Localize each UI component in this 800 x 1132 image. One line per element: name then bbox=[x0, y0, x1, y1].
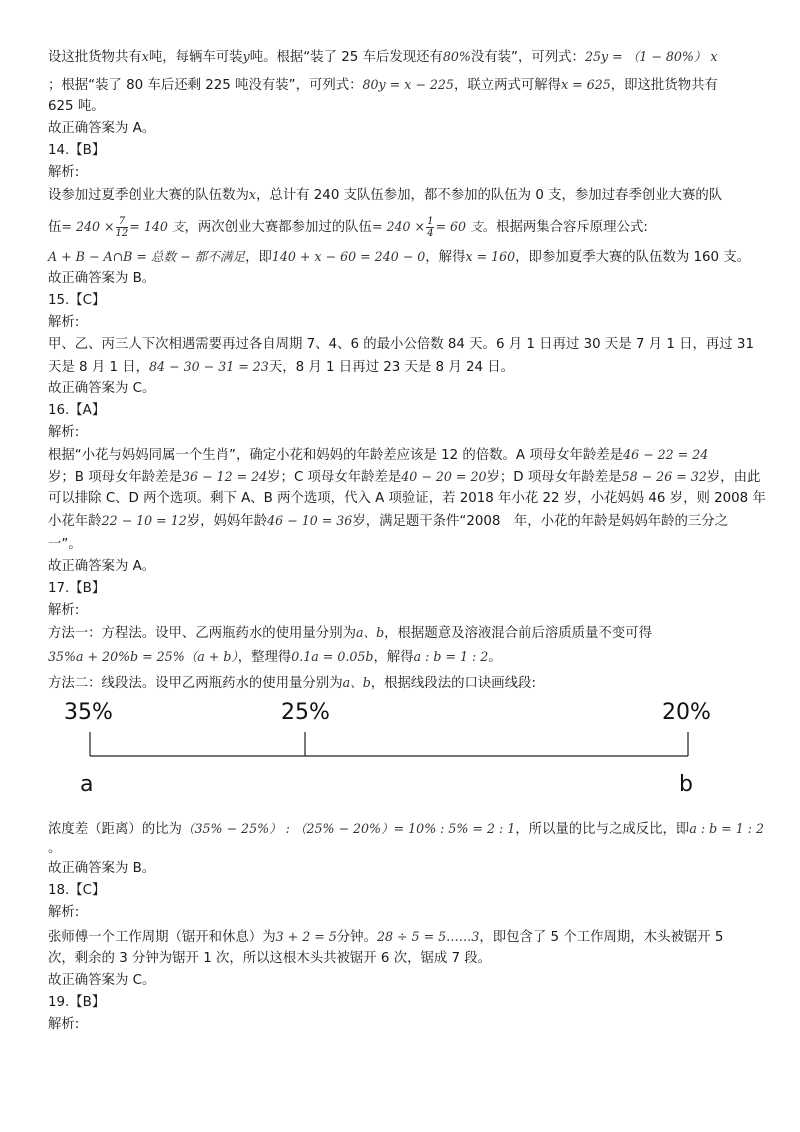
analysis-label: 解析: bbox=[48, 315, 80, 330]
text-line: 伍= 240 × $\frac{7}{12}$ = 140 支，两次创业大赛都参加过的队伍= 240 × $\frac{1}{4}$ = 60 支。根据两集合容斥原理公式: bbox=[48, 215, 648, 239]
text-line: 。 bbox=[48, 841, 62, 856]
question-header: 16.【A】 bbox=[48, 403, 106, 418]
analysis-label: 解析: bbox=[48, 425, 80, 440]
question-header: 18.【C】 bbox=[48, 883, 106, 898]
question-header: 19.【B】 bbox=[48, 995, 106, 1010]
text-line: 张师傅一个工作周期（锯开和休息）为3 + 2 = 5分钟。28 ÷ 5 = 5……3，即包含了 5 个工作周期，木头被锯开 5 bbox=[48, 929, 724, 945]
text-line: ；根据“装了 80 车后还剩 225 吨没有装”，可列式：80y = x − 225，联立两式可解得x = 625，即这批货物共有 bbox=[48, 77, 718, 93]
text-line: 设参加过夏季创业大赛的队伍数为x，总计有 240 支队伍参加，都不参加的队伍为 0 支，参加过春季创业大赛的队 bbox=[48, 187, 723, 203]
line-segment-diagram bbox=[48, 698, 760, 808]
text-line: 625 吨。 bbox=[48, 99, 105, 114]
text-line: 浓度差（距离）的比为（35% − 25%） : （25% − 20%）= 10% : 5% = 2 : 1，所以量的比与之成反比，即a : b = 1 : 2 bbox=[48, 821, 764, 837]
right-concentration-label: 20% bbox=[662, 700, 711, 725]
answer-line: 故正确答案为 B。 bbox=[48, 861, 156, 876]
analysis-label: 解析: bbox=[48, 905, 80, 920]
analysis-label: 解析: bbox=[48, 603, 80, 618]
question-header: 15.【C】 bbox=[48, 293, 106, 308]
text-line: 方法一：方程法。设甲、乙两瓶药水的使用量分别为a、b，根据题意及溶液混合前后溶质质量不变可得 bbox=[48, 625, 652, 641]
answer-line: 故正确答案为 B。 bbox=[48, 271, 156, 286]
segment-drawing bbox=[48, 698, 760, 808]
right-variable-label: b bbox=[679, 772, 693, 797]
text-line: 可以排除 C、D 两个选项。剩下 A、B 两个选项，代入 A 项验证，若 2018 年小花 22 岁，小花妈妈 46 岁，则 2008 年 bbox=[48, 491, 766, 506]
answer-line: 故正确答案为 A。 bbox=[48, 559, 156, 574]
left-concentration-label: 35% bbox=[64, 700, 113, 725]
answer-line: 故正确答案为 C。 bbox=[48, 381, 156, 396]
analysis-label: 解析: bbox=[48, 1017, 80, 1032]
text-line: 小花年龄22 − 10 = 12岁，妈妈年龄46 − 10 = 36岁，满足题干条件“2008 年，小花的年龄是妈妈年龄的三分之 bbox=[48, 513, 729, 529]
left-variable-label: a bbox=[80, 772, 94, 797]
text-line: 设这批货物共有x吨，每辆车可装y吨。根据“装了 25 车后发现还有80%没有装”，可列式：25y = （1 − 80%） x bbox=[48, 49, 718, 65]
fraction: $\frac{7}{12}$ bbox=[115, 215, 129, 239]
answer-line: 故正确答案为 A。 bbox=[48, 121, 156, 136]
text-line: 一”。 bbox=[48, 537, 82, 552]
mid-concentration-label: 25% bbox=[281, 700, 330, 725]
text-line: A + B − A∩B = 总数 − 都不满足，即140 + x − 60 = 240 − 0，解得x = 160，即参加夏季大赛的队伍数为 160 支。 bbox=[48, 249, 751, 265]
text-line: 次，剩余的 3 分钟为锯开 1 次，所以这根木头共被锯开 6 次，锯成 7 段。 bbox=[48, 951, 492, 966]
text-line: 岁；B 项母女年龄差是36 − 12 = 24岁；C 项母女年龄差是40 − 20 = 20岁；D 项母女年龄差是58 − 26 = 32岁，由此 bbox=[48, 469, 761, 485]
text-line: 根据“小花与妈妈同属一个生肖”，确定小花和妈妈的年龄差应该是 12 的倍数。A 项母女年龄差是46 − 22 = 24 bbox=[48, 447, 709, 463]
question-header: 17.【B】 bbox=[48, 581, 106, 596]
fraction: $\frac{1}{4}$ bbox=[427, 215, 434, 239]
text-line: 35%a + 20%b = 25%（a + b），整理得0.1a = 0.05b，解得a : b = 1 : 2。 bbox=[48, 649, 502, 665]
analysis-label: 解析: bbox=[48, 165, 80, 180]
question-header: 14.【B】 bbox=[48, 143, 106, 158]
text-line: 甲、乙、丙三人下次相遇需要再过各自周期 7、4、6 的最小公倍数 84 天。6 月 1 日再过 30 天是 7 月 1 日，再过 31 bbox=[48, 337, 754, 352]
text-line: 方法二：线段法。设甲乙两瓶药水的使用量分别为a、b，根据线段法的口诀画线段: bbox=[48, 675, 536, 691]
text-line: 天是 8 月 1 日，84 − 30 − 31 = 23天，8 月 1 日再过 23 天是 8 月 24 日。 bbox=[48, 359, 515, 375]
answer-line: 故正确答案为 C。 bbox=[48, 973, 156, 988]
